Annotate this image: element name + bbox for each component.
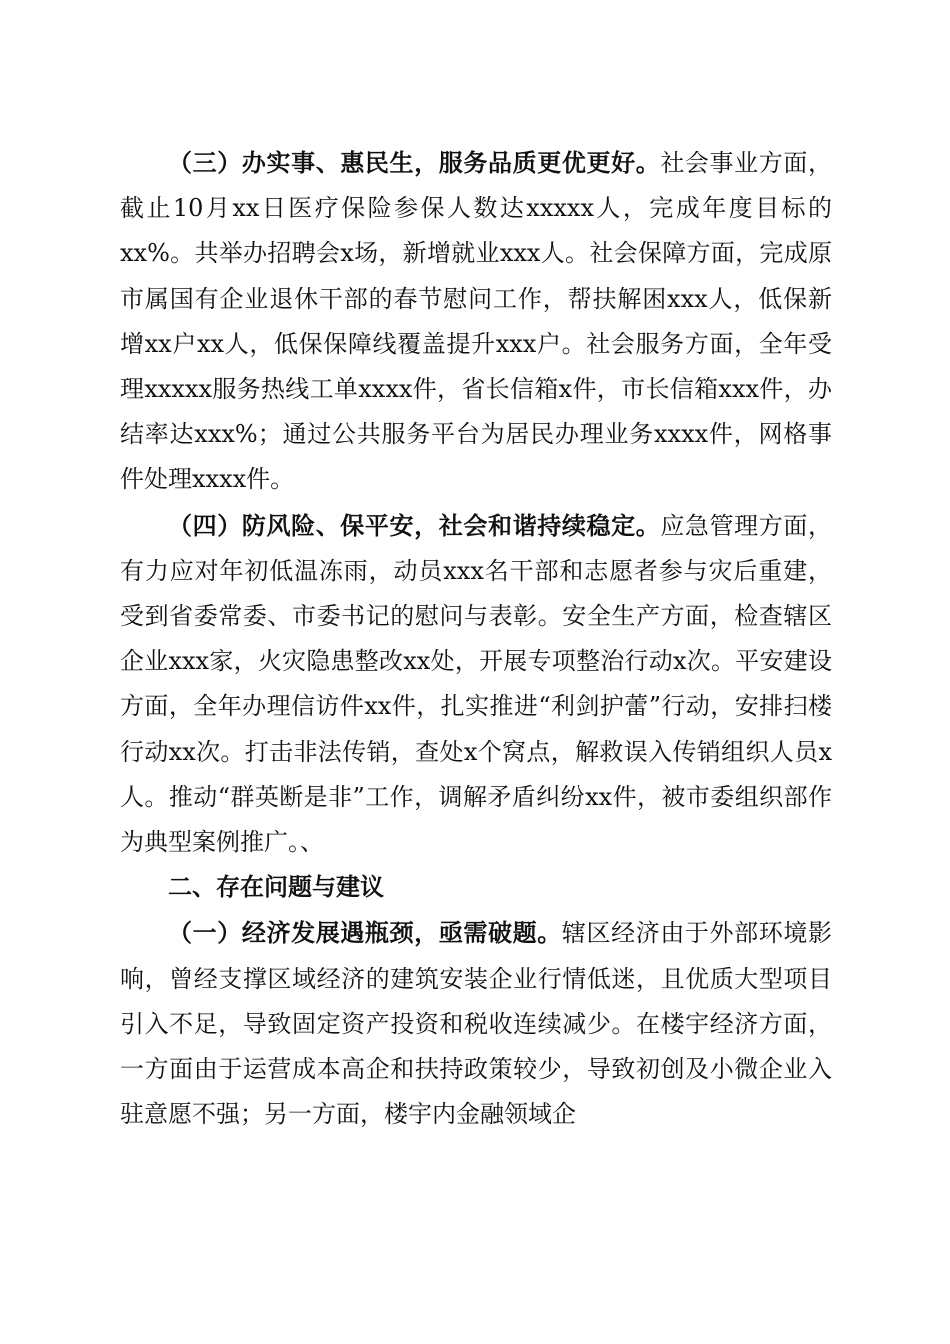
paragraph-three — [120, 140, 832, 503]
paragraph-three-lead: （三）办实事、惠民生，服务品质更优更好。 — [168, 148, 661, 177]
paragraph-four — [120, 503, 832, 866]
paragraph-four-lead: （四）防风险、保平安，社会和谐持续稳定。 — [168, 510, 661, 540]
paragraph-four-body: 应急管理方面，有力应对年初低温冻雨，动员xxx名干部和志愿者参与灾后重建，受到省委常委、市委书记的慰问与表彰。安全生产方面，检查辖区企业xxx家，火灾隐患整改xx处，开展专项整治行动x次。平安建设方面，全年办理信访件xx件，扎实推进“利剑护蕾”行动，安排扫楼行动xx次。打击非法传销，查处x个窝点，解救误入传销组织人员x人。推动“群英断是非”工作，调解矛盾纠纷xx件，被市委组织部作为典型案例推广。、 — [120, 511, 833, 857]
section-two-paragraph-one-lead: （一）经济发展遇瓶颈，亟需破题。 — [168, 918, 562, 948]
paragraph-three-body: 社会事业方面，截止10月xx日医疗保险参保人数达xxxxx人，完成年度目标的xx%。共举办招聘会x场，新增就业xxx人。社会保障方面，完成原市属国有企业退休干部的春节慰问工作，帮扶解困xxx人，低保新增xx户xx人，低保保障线覆盖提升xxx户。社会服务方面，全年受理xxxxx服务热线工单xxxx件，省长信箱x件，市长信箱xxx件，办结率达xxx%；通过公共服务平台为居民办理业务xxxx件，网格事件处理xxxx件。 — [120, 149, 833, 494]
document-body — [120, 140, 832, 1137]
section-two-paragraph-one — [120, 910, 832, 1137]
section-two-paragraph-one-body: 辖区经济由于外部环境影响，曾经支撑区域经济的建筑安装企业行情低迷，且优质大型项目引入不足，导致固定资产投资和税收连续减少。在楼宇经济方面，一方面由于运营成本高企和扶持政策较少，导致初创及小微企业入驻意愿不强；另一方面，楼宇内金融领域企 — [120, 919, 833, 1129]
section-two-heading: 二、存在问题与建议 — [168, 873, 384, 902]
